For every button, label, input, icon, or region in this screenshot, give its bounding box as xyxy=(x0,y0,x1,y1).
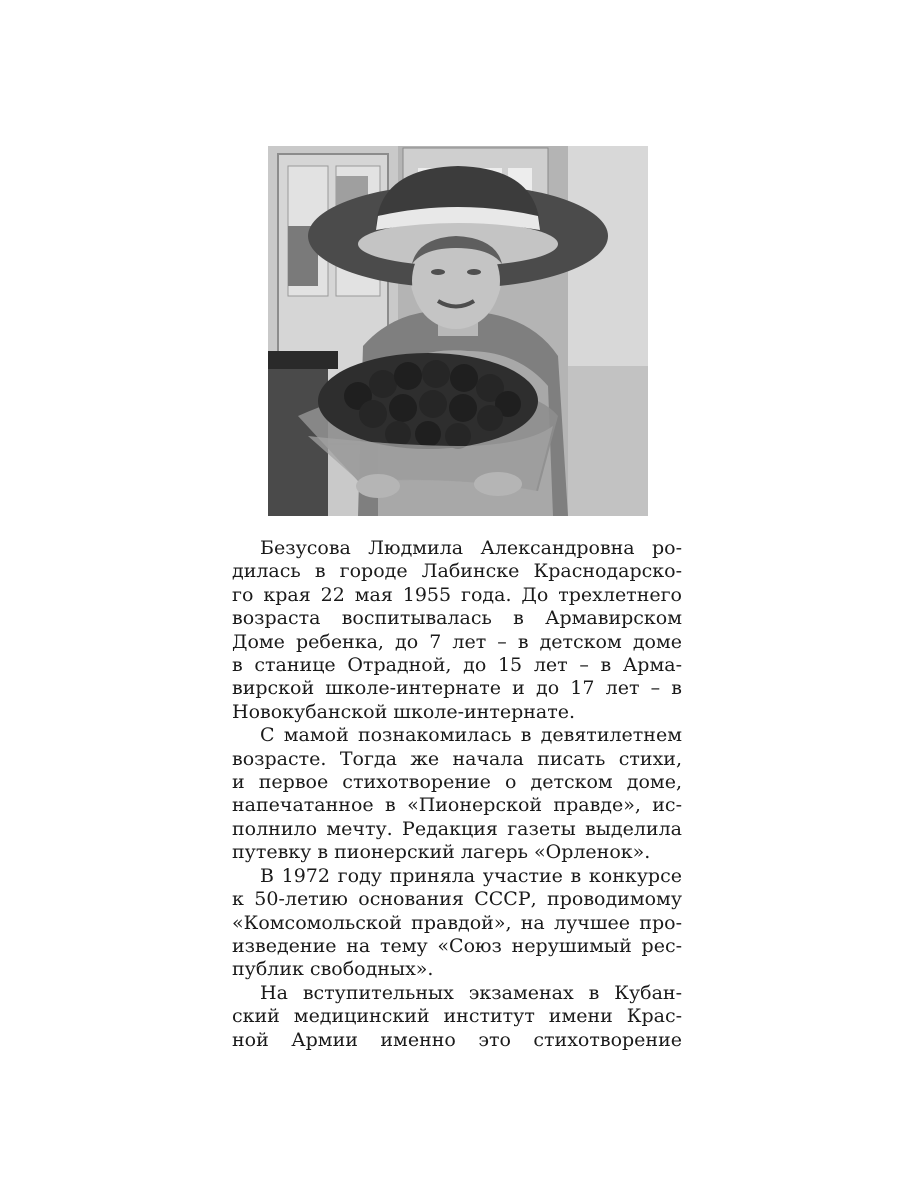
text-line: вирской школе-интернате и до 17 лет – в xyxy=(232,677,682,700)
paragraph xyxy=(232,982,682,1052)
text-line: возрасте. Тогда же начала писать стихи, xyxy=(232,747,682,770)
text-line: путевку в пионерский лагерь «Орленок». xyxy=(232,841,651,864)
text-line: Безусова Людмила Александровна ро- xyxy=(260,537,682,559)
body-text xyxy=(232,537,682,1052)
paragraph xyxy=(232,865,682,982)
text-line: Доме ребенка, до 7 лет – в детском доме xyxy=(232,630,682,653)
text-line: и первое стихотворение о детском доме, xyxy=(232,771,682,794)
text-line: На вступительных экзаменах в Кубан- xyxy=(260,981,682,1004)
paragraph xyxy=(232,537,682,724)
text-line: го края 22 мая 1955 года. До трехлетнего xyxy=(232,583,682,606)
text-line: Новокубанской школе-интернате. xyxy=(232,700,576,723)
text-line: возраста воспитывалась в Армавирском xyxy=(232,607,682,630)
text-line: ский медицинский институт имени Крас- xyxy=(232,1005,682,1028)
paragraph xyxy=(232,724,682,864)
text-line: «Комсомольской правдой», на лучшее про- xyxy=(232,911,682,934)
text-line: в станице Отрадной, до 15 лет – в Арма- xyxy=(232,654,682,677)
text-line: изведение на тему «Союз нерушимый рес- xyxy=(232,934,682,957)
text-line: ной Армии именно это стихотворение xyxy=(232,1028,682,1051)
text-line: напечатанное в «Пионерской правде», ис- xyxy=(232,794,682,817)
text-line: С мамой познакомилась в девятилетнем xyxy=(260,724,682,747)
text-line: дилась в городе Лабинске Краснодарско- xyxy=(232,560,682,583)
text-line: полнило мечту. Редакция газеты выделила xyxy=(232,817,682,840)
text-line: В 1972 году приняла участие в конкурсе xyxy=(260,864,682,887)
author-photo xyxy=(268,146,648,516)
author-photo-image xyxy=(268,146,648,516)
text-line: публик свободных». xyxy=(232,958,434,981)
text-line: к 50-летию основания СССР, проводимому xyxy=(232,888,682,911)
